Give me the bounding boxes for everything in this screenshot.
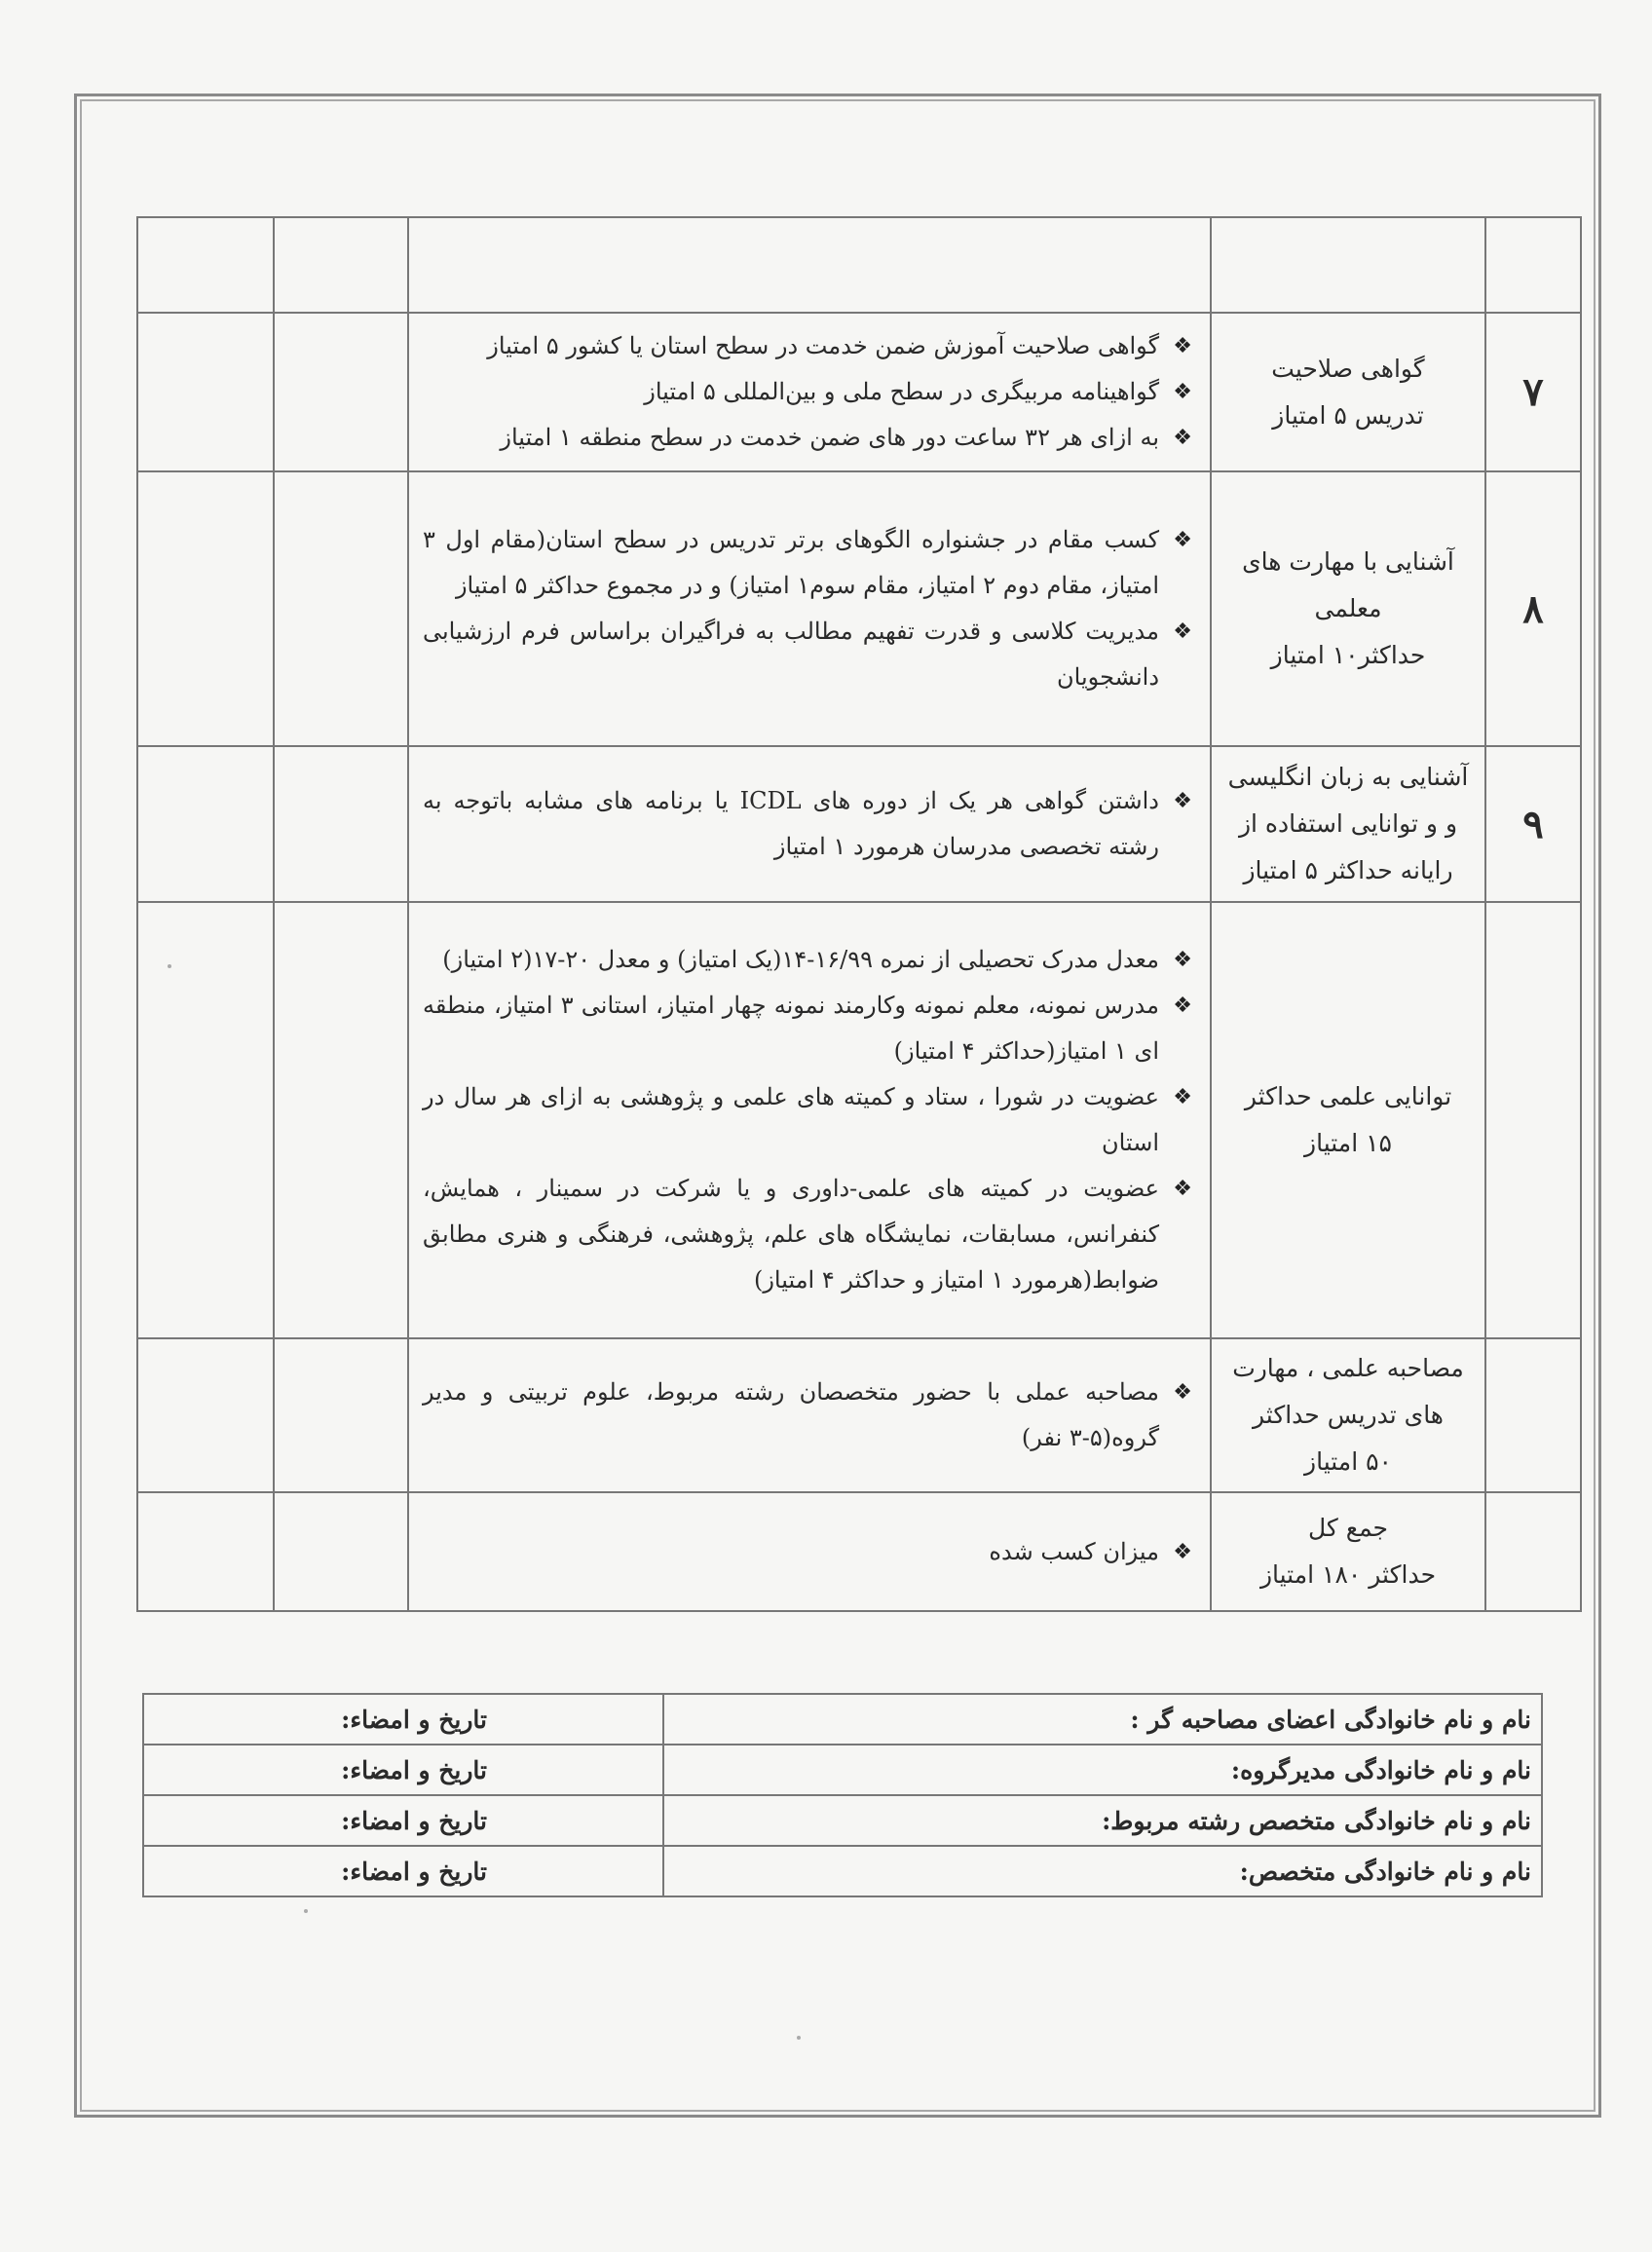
date-signature-field[interactable]: تاریخ و امضاء: xyxy=(143,1694,663,1745)
criterion-description xyxy=(408,313,1211,471)
score-cell[interactable] xyxy=(274,471,408,746)
criteria-row xyxy=(137,1338,1581,1492)
criterion-bullet-item xyxy=(423,937,1192,983)
criterion-bullet-item xyxy=(423,609,1192,700)
date-signature-field[interactable]: تاریخ و امضاء: xyxy=(143,1795,663,1846)
criteria-row xyxy=(137,313,1581,471)
row-number xyxy=(1485,217,1581,313)
signature-table xyxy=(142,1693,1543,1897)
score-cell[interactable] xyxy=(137,902,274,1338)
score-cell[interactable] xyxy=(274,217,408,313)
date-signature-field[interactable]: تاریخ و امضاء: xyxy=(143,1745,663,1795)
criterion-bullet-item xyxy=(423,369,1192,415)
criterion-title-line: آشنایی با مهارت های xyxy=(1242,547,1454,576)
criterion-description xyxy=(408,746,1211,902)
criterion-bullet-text: عضویت در شورا ، ستاد و کمیته های علمی و پژوهشی به ازای هر سال در استان xyxy=(423,1083,1159,1156)
score-cell[interactable] xyxy=(274,746,408,902)
criterion-title xyxy=(1211,746,1485,902)
criterion-title-line: حداکثر۱۰ امتیاز xyxy=(1270,641,1426,669)
score-cell[interactable] xyxy=(274,1492,408,1611)
date-signature-field[interactable]: تاریخ و امضاء: xyxy=(143,1846,663,1896)
score-cell[interactable] xyxy=(274,902,408,1338)
criterion-title-line: حداکثر ۱۸۰ امتیاز xyxy=(1259,1560,1437,1589)
score-cell[interactable] xyxy=(137,217,274,313)
row-number xyxy=(1485,1338,1581,1492)
criteria-row xyxy=(137,746,1581,902)
criterion-title-line: گواهی صلاحیت xyxy=(1271,354,1425,383)
four-diamond-bullet-icon: ❖ xyxy=(1173,1085,1192,1109)
score-cell[interactable] xyxy=(137,1338,274,1492)
criterion-title xyxy=(1211,471,1485,746)
four-diamond-bullet-icon: ❖ xyxy=(1173,1177,1192,1201)
criterion-description xyxy=(408,1338,1211,1492)
criterion-bullet-text: گواهینامه مربیگری در سطح ملی و بین‌المللی ۵ امتیاز xyxy=(644,378,1159,405)
row-number: ۸ xyxy=(1485,471,1581,746)
criterion-title-line: معلمی xyxy=(1314,594,1382,622)
four-diamond-bullet-icon: ❖ xyxy=(1173,994,1192,1018)
four-diamond-bullet-icon: ❖ xyxy=(1173,1380,1192,1405)
criterion-title-line: رایانه حداکثر ۵ امتیاز xyxy=(1243,856,1453,884)
criterion-bullet-text: معدل مدرک تحصیلی از نمره ۱۶/۹۹-۱۴(یک امتیاز) و معدل ۲۰-۱۷(۲ امتیاز) xyxy=(442,946,1159,973)
criteria-row xyxy=(137,471,1581,746)
criterion-bullet-item xyxy=(423,517,1192,609)
row-number xyxy=(1485,902,1581,1338)
criterion-bullet-text: داشتن گواهی هر یک از دوره های ICDL یا برنامه های مشابه باتوجه به رشته تخصصی مدرسان هرمورد ۱ امتیاز xyxy=(423,787,1159,860)
four-diamond-bullet-icon: ❖ xyxy=(1173,948,1192,972)
criteria-row xyxy=(137,1492,1581,1611)
criterion-title-line: آشنایی به زبان انگلیسی xyxy=(1227,763,1469,791)
four-diamond-bullet-icon: ❖ xyxy=(1173,334,1192,358)
criterion-bullet-text: مدرس نمونه، معلم نمونه وکارمند نمونه چهار امتیاز، استانی ۳ امتیاز، منطقه ای ۱ امتیاز(حداکثر ۴ امتیاز) xyxy=(423,992,1159,1065)
criterion-bullet-text: مصاحبه عملی با حضور متخصصان رشته مربوط، علوم تربیتی و مدیر گروه(۵-۳ نفر) xyxy=(423,1378,1159,1451)
score-cell[interactable] xyxy=(137,746,274,902)
criterion-title xyxy=(1211,1338,1485,1492)
criterion-bullet-item xyxy=(423,983,1192,1074)
criterion-bullet-item xyxy=(423,1529,1192,1575)
signature-row xyxy=(143,1795,1542,1846)
score-cell[interactable] xyxy=(274,313,408,471)
signature-row xyxy=(143,1745,1542,1795)
criterion-description xyxy=(408,902,1211,1338)
signature-row xyxy=(143,1694,1542,1745)
criteria-row xyxy=(137,902,1581,1338)
score-cell[interactable] xyxy=(137,471,274,746)
score-cell[interactable] xyxy=(137,1492,274,1611)
four-diamond-bullet-icon: ❖ xyxy=(1173,528,1192,552)
scan-speck xyxy=(797,2036,801,2040)
signer-name-field[interactable]: نام و نام خانوادگی متخصص: xyxy=(663,1846,1542,1896)
criterion-title-line: توانایی علمی حداکثر xyxy=(1244,1082,1452,1110)
row-number xyxy=(1485,1492,1581,1611)
criterion-bullet-item xyxy=(423,1166,1192,1303)
criterion-bullet-text: عضویت در کمیته های علمی-داوری و یا شرکت در سمینار ، همایش، کنفرانس، مسابقات، نمایشگاه های علم، پژوهشی، فرهنگی و هنری مطابق ضوابط(هرمورد ۱ امتیاز و حداکثر ۴ امتیاز) xyxy=(423,1175,1159,1294)
criterion-bullet-item xyxy=(423,323,1192,369)
criterion-title-line: های تدریس حداکثر xyxy=(1252,1401,1444,1429)
evaluation-criteria-table xyxy=(136,216,1582,1612)
four-diamond-bullet-icon: ❖ xyxy=(1173,619,1192,644)
criteria-row xyxy=(137,217,1581,313)
criterion-bullet-item xyxy=(423,1074,1192,1166)
criterion-title xyxy=(1211,1492,1485,1611)
criterion-title-line: تدریس ۵ امتیاز xyxy=(1272,400,1424,430)
criterion-title xyxy=(1211,902,1485,1338)
criterion-title xyxy=(1211,217,1485,313)
four-diamond-bullet-icon: ❖ xyxy=(1173,426,1192,450)
criterion-bullet-text: کسب مقام در جشنواره الگوهای برتر تدریس در سطح استان(مقام اول ۳ امتیاز، مقام دوم ۲ امتیاز، مقام سوم۱ امتیاز) و در مجموع حداکثر ۵ امتیاز xyxy=(423,526,1160,599)
criterion-bullet-text: به ازای هر ۳۲ ساعت دور های ضمن خدمت در سطح منطقه ۱ امتیاز xyxy=(500,424,1159,451)
four-diamond-bullet-icon: ❖ xyxy=(1173,789,1192,813)
criterion-bullet-item xyxy=(423,415,1192,461)
criterion-title-line: مصاحبه علمی ، مهارت xyxy=(1232,1354,1464,1382)
criterion-description xyxy=(408,217,1211,313)
criterion-bullet-text: مدیریت کلاسی و قدرت تفهیم مطالب به فراگیران براساس فرم ارزشیابی دانشجویان xyxy=(423,618,1159,691)
criterion-bullet-text: گواهی صلاحیت آموزش ضمن خدمت در سطح استان یا کشور ۵ امتیاز xyxy=(487,332,1159,359)
scan-speck xyxy=(304,1909,308,1913)
row-number: ۹ xyxy=(1485,746,1581,902)
four-diamond-bullet-icon: ❖ xyxy=(1173,1539,1192,1564)
signer-name-field[interactable]: نام و نام خانوادگی اعضای مصاحبه گر : xyxy=(663,1694,1542,1745)
criterion-title xyxy=(1211,313,1485,471)
score-cell[interactable] xyxy=(274,1338,408,1492)
criterion-title-line: و و توانایی استفاده از xyxy=(1238,809,1458,838)
signer-name-field[interactable]: نام و نام خانوادگی مدیرگروه: xyxy=(663,1745,1542,1795)
criterion-bullet-item xyxy=(423,778,1192,870)
row-number: ۷ xyxy=(1485,313,1581,471)
criterion-description xyxy=(408,471,1211,746)
score-cell[interactable] xyxy=(137,313,274,471)
criterion-bullet-item xyxy=(423,1370,1192,1461)
signer-name-field[interactable]: نام و نام خانوادگی متخصص رشته مربوط: xyxy=(663,1795,1542,1846)
criterion-bullet-text: میزان کسب شده xyxy=(989,1537,1159,1565)
four-diamond-bullet-icon: ❖ xyxy=(1173,380,1192,404)
signature-row xyxy=(143,1846,1542,1896)
criterion-description xyxy=(408,1492,1211,1611)
criterion-title-line: ۵۰ امتیاز xyxy=(1304,1447,1392,1476)
criterion-title-line: جمع کل xyxy=(1308,1514,1388,1542)
scan-speck xyxy=(168,964,171,968)
criterion-title-line: ۱۵ امتیاز xyxy=(1304,1129,1392,1157)
